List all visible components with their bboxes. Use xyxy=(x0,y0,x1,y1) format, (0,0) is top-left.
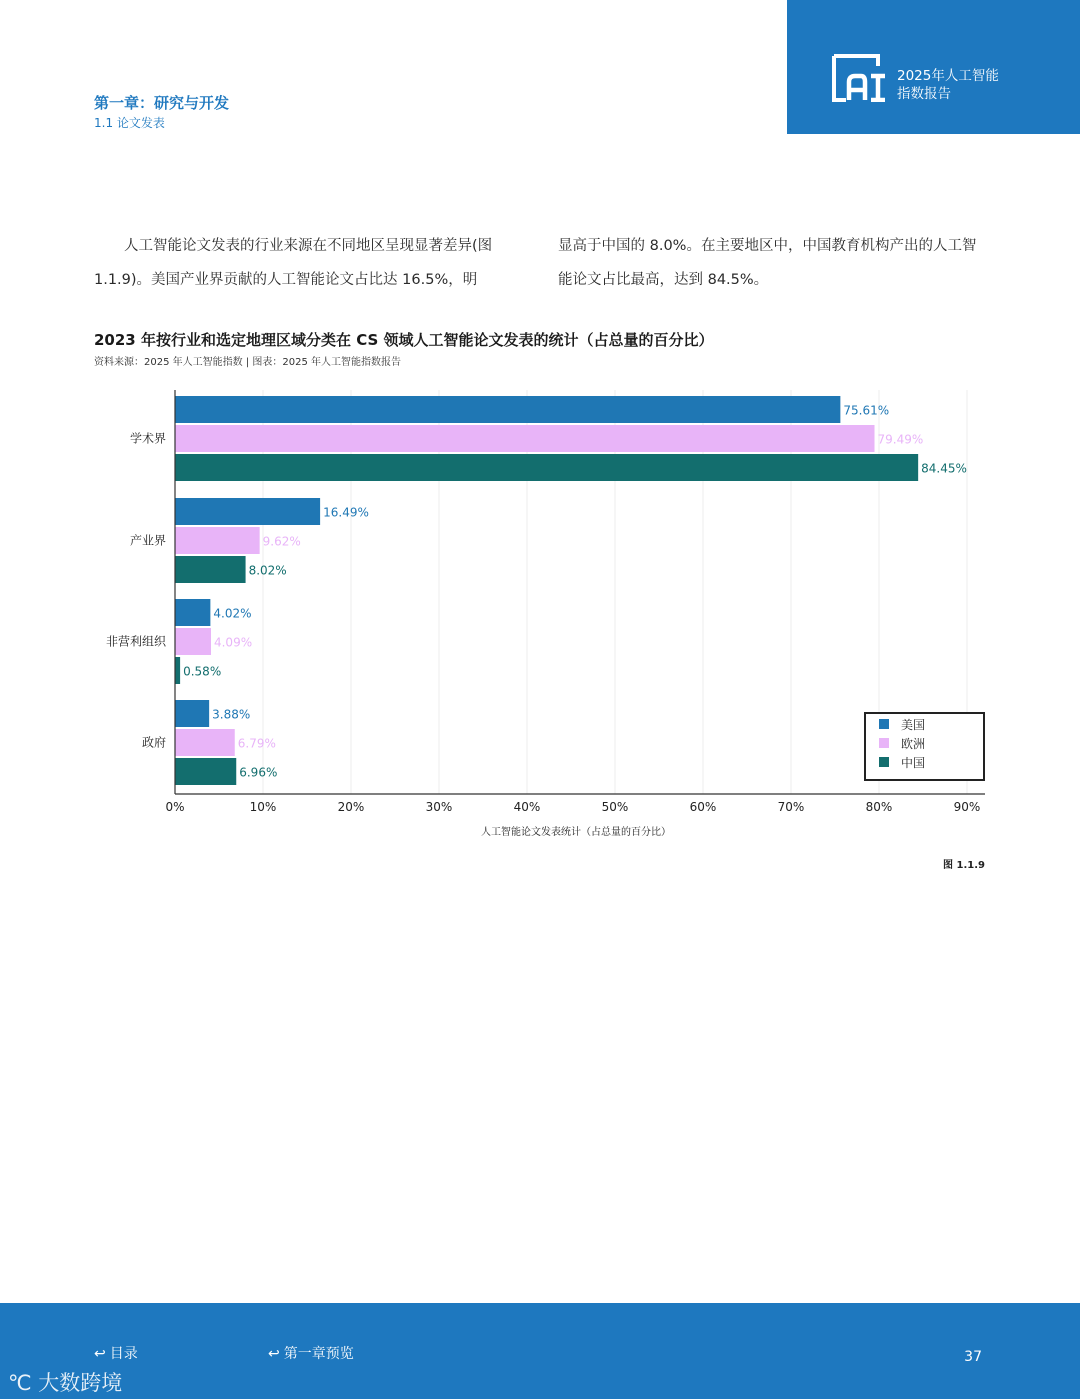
brand-title xyxy=(897,67,999,103)
bar xyxy=(175,454,918,481)
x-tick-label: 50% xyxy=(601,800,629,814)
return-arrow-icon: ↩ xyxy=(268,1346,280,1362)
legend-label: 中国 xyxy=(901,756,926,770)
bar-value-label: 6.79% xyxy=(237,736,276,751)
chapter-preview-label: 第一章预览 xyxy=(283,1346,354,1362)
brand-title-line1: 2025年人工智能 xyxy=(897,68,999,84)
bar-value-label: 6.96% xyxy=(239,765,278,780)
category-label: 政府 xyxy=(141,735,166,750)
return-arrow-icon: ↩ xyxy=(94,1346,106,1362)
bar-value-label: 4.09% xyxy=(213,635,253,650)
bar-value-label: 16.49% xyxy=(323,505,369,520)
bar xyxy=(175,396,840,423)
body-paragraph-right: 显高于中国的 8.0%。在主要地区中，中国教育机构产出的人工智能论文占比最高，达到 84.5%。 xyxy=(558,238,977,288)
bar-value-label: 4.02% xyxy=(213,606,252,621)
bar-value-label: 3.88% xyxy=(212,707,251,722)
watermark xyxy=(8,1367,122,1397)
bar xyxy=(175,758,236,785)
category-label: 学术界 xyxy=(129,431,166,446)
legend-swatch xyxy=(879,719,889,729)
section-title: 1.1 论文发表 xyxy=(94,116,165,130)
body-paragraph-left: 人工智能论文发表的行业来源在不同地区呈现显著差异(图 1.1.9)。美国产业界贡献的人工智能论文占比达 16.5%，明 xyxy=(94,238,493,288)
bar xyxy=(175,425,875,452)
toc-link-label: 目录 xyxy=(109,1346,138,1362)
category-label: 产业界 xyxy=(129,533,166,548)
bar-value-label: 0.58% xyxy=(183,664,222,679)
x-axis-label: 人工智能论文发表统计（占总量的百分比） xyxy=(481,827,671,838)
bar-chart xyxy=(0,380,1080,850)
bar xyxy=(175,657,180,684)
ai-logo-icon xyxy=(832,54,888,102)
bar xyxy=(175,498,320,525)
legend-swatch xyxy=(879,738,889,748)
x-tick-label: 80% xyxy=(865,800,893,814)
figure-source: 资料来源：2025 年人工智能指数 | 图表：2025 年人工智能指数报告 xyxy=(94,357,401,368)
bar-value-label: 79.49% xyxy=(877,432,924,447)
bar xyxy=(175,700,209,727)
bar-value-label: 84.45% xyxy=(921,461,967,476)
x-tick-label: 10% xyxy=(249,800,277,814)
bar xyxy=(175,729,235,756)
toc-link[interactable] xyxy=(94,1343,138,1363)
x-tick-label: 30% xyxy=(425,800,453,814)
bar-value-label: 75.61% xyxy=(843,403,890,418)
watermark-text: 大数跨境 xyxy=(38,1371,123,1395)
report-brand-block xyxy=(787,0,1080,134)
bar xyxy=(175,599,210,626)
x-tick-label: 90% xyxy=(953,800,981,814)
figure-title: 2023 年按行业和选定地理区域分类在 CS 领域人工智能论文发表的统计（占总量的百分比） xyxy=(94,331,714,349)
page-number: 37 xyxy=(964,1349,982,1365)
figure-number: 图 1.1.9 xyxy=(943,860,985,871)
bar-value-label: 9.62% xyxy=(262,534,301,549)
watermark-logo-icon: ℃ xyxy=(8,1371,32,1395)
bar-value-label: 8.02% xyxy=(248,563,287,578)
legend-label: 美国 xyxy=(901,718,926,732)
x-tick-label: 40% xyxy=(513,800,541,814)
bar xyxy=(175,556,246,583)
x-tick-label: 70% xyxy=(777,800,805,814)
footer-bar xyxy=(0,1303,1080,1399)
bar xyxy=(175,527,260,554)
bar xyxy=(175,628,211,655)
chapter-preview-link[interactable] xyxy=(268,1343,354,1363)
legend-label: 欧洲 xyxy=(901,737,926,751)
legend-swatch xyxy=(879,757,889,767)
category-label: 非营利组织 xyxy=(105,634,166,649)
x-tick-label: 20% xyxy=(337,800,365,814)
chapter-title: 第一章：研究与开发 xyxy=(94,94,230,112)
brand-title-line2: 指数报告 xyxy=(897,86,951,102)
x-tick-label: 60% xyxy=(689,800,717,814)
x-tick-label: 0% xyxy=(165,800,185,814)
